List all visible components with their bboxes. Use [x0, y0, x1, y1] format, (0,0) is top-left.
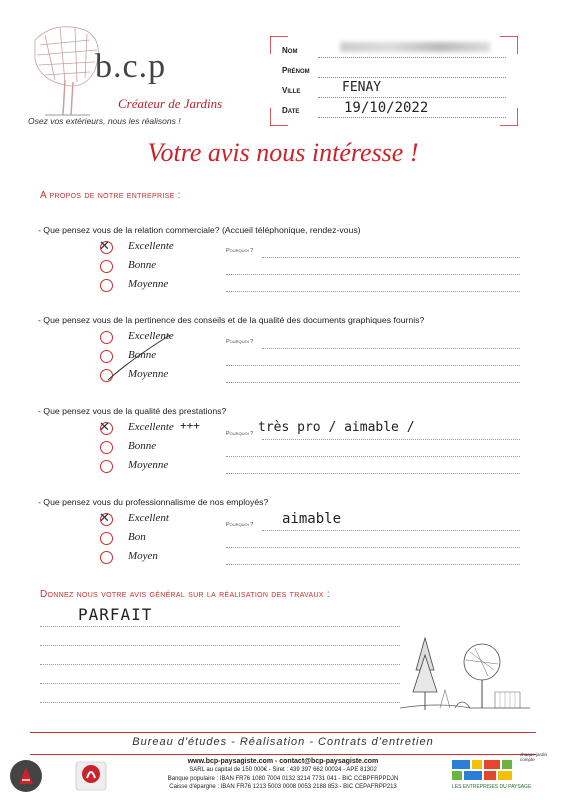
nom-redacted [340, 42, 490, 52]
q1-why-line-2[interactable] [226, 273, 520, 275]
date-label: Date [282, 106, 300, 115]
radio-circle[interactable] [100, 460, 113, 473]
q1-why-line-1[interactable] [262, 256, 520, 258]
garden-illustration-icon [400, 630, 530, 715]
check-mark-icon: ✕ [99, 238, 110, 253]
q4-why-answer: aimable [282, 511, 342, 527]
q2-strike-line [100, 330, 180, 385]
q4-why-label: Pourquoi ? [226, 522, 254, 528]
prenom-field[interactable] [318, 76, 506, 78]
general-line-5[interactable] [40, 701, 400, 703]
q3-extra: +++ [180, 419, 200, 432]
footer-bank-1: Banque populaire : IBAN FR76 1080 7004 0132 3214 7731 041 - BIC CCBPFRPPDJN [167, 776, 399, 782]
footer-bank-2: Caisse d'épargne : IBAN FR76 1213 5003 0008 0053 2188 853 - BIC CEPAFRPP213 [169, 784, 397, 790]
general-line-3[interactable] [40, 663, 400, 665]
question-4: - Que pensez vous du professionnalisme de nos employés? [38, 497, 269, 507]
general-line-4[interactable] [40, 682, 400, 684]
radio-circle[interactable] [100, 260, 113, 273]
logo-subtitle: Créateur de Jardins [118, 96, 223, 111]
radio-circle[interactable] [100, 441, 113, 454]
general-line-2[interactable] [40, 644, 400, 646]
footer-divider-top [30, 732, 536, 733]
vert-slogan: chaque jardin compte [520, 752, 548, 762]
q2-why-line-2[interactable] [226, 364, 520, 366]
ville-value: FENAY [342, 80, 382, 95]
date-value: 19/10/2022 [344, 100, 429, 116]
question-3: - Que pensez vous de la qualité des prestations? [38, 406, 227, 416]
q3-why-answer: très pro / aimable / [258, 420, 415, 435]
q1-why-line-3[interactable] [226, 290, 520, 292]
question-2: - Que pensez vous de la pertinence des conseils et de la qualité des documents graphiques fournis? [38, 315, 425, 325]
q4-why-line-3[interactable] [226, 563, 520, 565]
logo-slogan: Osez vos extérieurs, nous les réalisons ! [28, 116, 181, 126]
q2-why-label: Pourquoi ? [226, 339, 254, 345]
q4-why-line-1[interactable] [262, 529, 520, 531]
nom-field[interactable] [318, 56, 506, 58]
q1-why-label: Pourquoi ? [226, 248, 254, 254]
footer-contact[interactable]: www.bcp-paysagiste.com - contact@bcp-paysagiste.com [187, 758, 379, 765]
question-1: - Que pensez vous de la relation commerciale? (Accueil téléphonique, rendez-vous) [38, 225, 361, 235]
footer-tagline: Bureau d'études - Réalisation - Contrats d'entretien [132, 736, 434, 748]
general-answer: PARFAIT [78, 605, 153, 624]
identity-box [270, 36, 518, 126]
ville-field[interactable] [318, 96, 506, 98]
ville-label: Ville [282, 86, 301, 95]
entreprises-label: LES ENTREPRISES DU PAYSAGE [452, 784, 532, 790]
q3-why-label: Pourquoi ? [226, 431, 254, 437]
date-field[interactable] [318, 116, 506, 118]
nom-label: Nom [282, 46, 298, 55]
page-title: Votre avis nous intéresse ! [147, 138, 419, 167]
radio-circle[interactable] [100, 279, 113, 292]
footer-sarl: SARL au capital de 150 000€ - Siret : 439 397 662 00024 - APE 81302 [189, 767, 377, 773]
q2-why-line-3[interactable] [226, 381, 520, 383]
section-general-heading: Donnez nous votre avis général sur la réalisation des travaux : [40, 589, 330, 600]
q4-why-line-2[interactable] [226, 546, 520, 548]
q2-why-line-1[interactable] [262, 347, 520, 349]
check-mark-icon: ✕ [99, 510, 110, 525]
section-company-heading: A propos de notre entreprise : [40, 190, 181, 201]
radio-circle[interactable] [100, 532, 113, 545]
footer-divider-bottom [30, 754, 536, 755]
general-line-1[interactable] [40, 625, 400, 627]
check-mark-icon: ✕ [99, 419, 110, 434]
q3-why-line-1[interactable] [262, 438, 520, 440]
q3-why-line-2[interactable] [226, 455, 520, 457]
radio-circle[interactable] [100, 551, 113, 564]
logo-name: b.c.p [95, 48, 167, 85]
prenom-label: Prénom [282, 66, 310, 75]
q3-why-line-3[interactable] [226, 472, 520, 474]
